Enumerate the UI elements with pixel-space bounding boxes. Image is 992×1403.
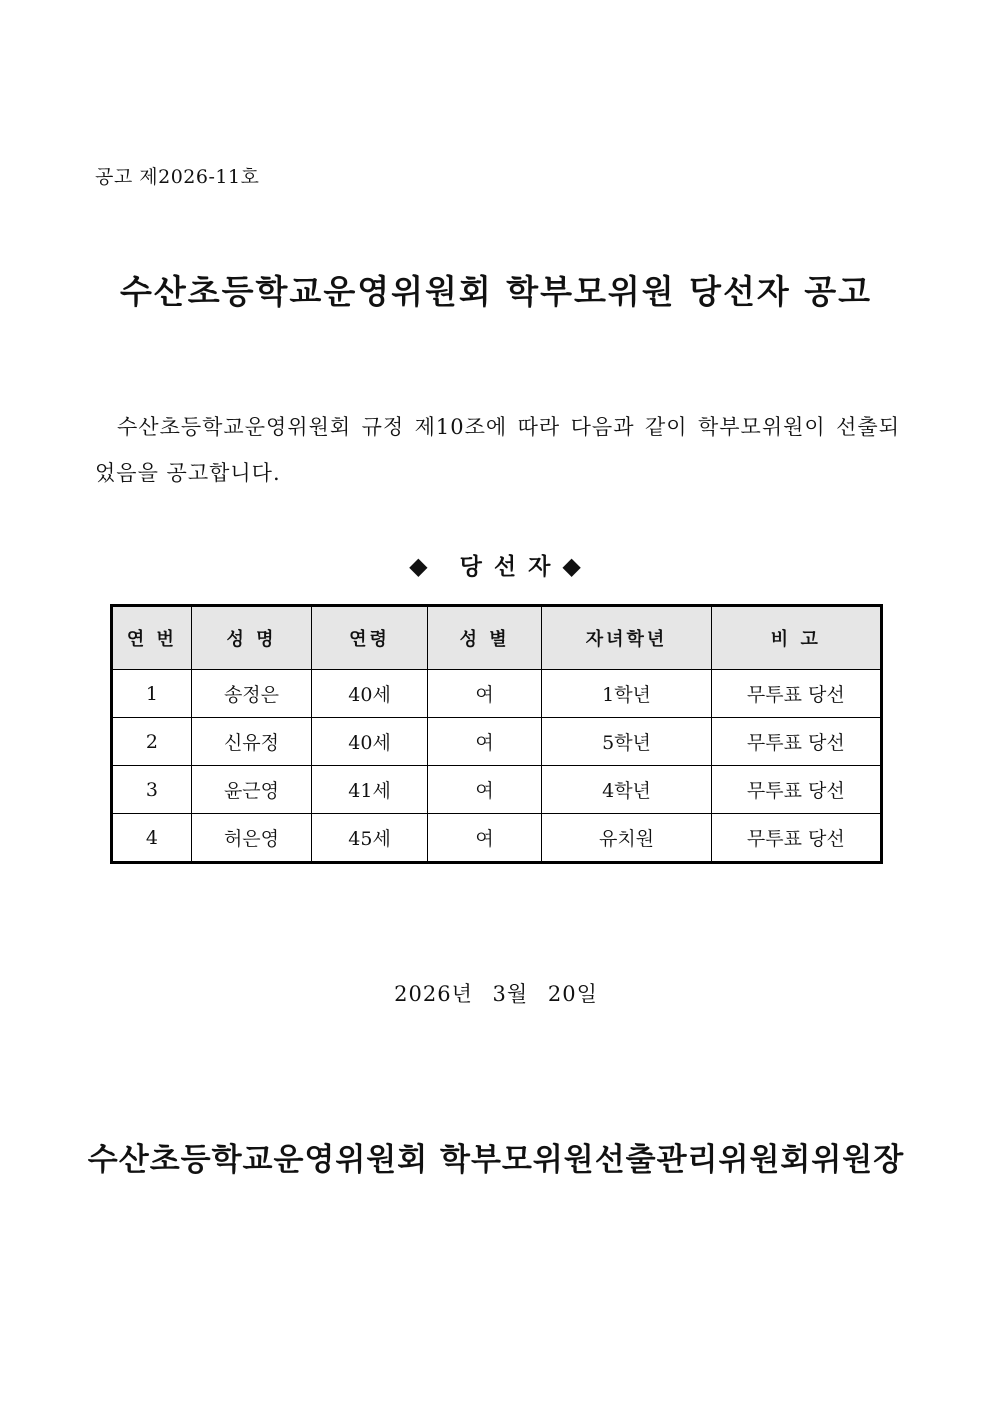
cell-child-grade: 1학년 [542, 670, 711, 718]
section-label: 당 선 자 [459, 553, 553, 580]
table-header-row [112, 606, 882, 670]
cell-gender: 여 [427, 766, 542, 814]
cell-remarks: 무투표 당선 [711, 718, 881, 766]
cell-age: 41세 [312, 766, 428, 814]
winners-table [110, 604, 883, 864]
cell-serial: 3 [112, 766, 192, 814]
diamond-icon: ◆ [409, 552, 430, 580]
announcement-date: 2026년 3월 20일 [394, 982, 598, 1006]
cell-child-grade: 5학년 [542, 718, 711, 766]
header-remarks: 비 고 [711, 606, 881, 670]
cell-serial: 4 [112, 814, 192, 863]
header-child-grade: 자녀학년 [542, 606, 711, 670]
cell-name: 신유정 [191, 718, 312, 766]
cell-age: 45세 [312, 814, 428, 863]
cell-name: 윤근영 [191, 766, 312, 814]
cell-gender: 여 [427, 814, 542, 863]
table-row [112, 670, 882, 718]
table-row [112, 814, 882, 863]
cell-name: 송정은 [191, 670, 312, 718]
cell-gender: 여 [427, 718, 542, 766]
cell-remarks: 무투표 당선 [711, 814, 881, 863]
diamond-icon: ◆ [562, 552, 583, 580]
cell-serial: 1 [112, 670, 192, 718]
section-heading [0, 548, 992, 581]
cell-child-grade: 4학년 [542, 766, 711, 814]
cell-age: 40세 [312, 718, 428, 766]
issuer-signature-line: 수산초등학교운영위원회 학부모위원선출관리위원회위원장 [87, 1142, 905, 1178]
header-name: 성 명 [191, 606, 312, 670]
notice-number: 공고 제2026-11호 [95, 166, 260, 188]
cell-remarks: 무투표 당선 [711, 766, 881, 814]
cell-age: 40세 [312, 670, 428, 718]
header-age: 연령 [312, 606, 428, 670]
table-row [112, 718, 882, 766]
cell-remarks: 무투표 당선 [711, 670, 881, 718]
cell-serial: 2 [112, 718, 192, 766]
page-title: 수산초등학교운영위원회 학부모위원 당선자 공고 [120, 272, 872, 311]
header-serial: 연 번 [112, 606, 192, 670]
header-gender: 성 별 [427, 606, 542, 670]
cell-gender: 여 [427, 670, 542, 718]
announcement-body: 수산초등학교운영위원회 규정 제10조에 따라 다음과 같이 학부모위원이 선출되었음을 공고합니다. [95, 415, 900, 485]
table-row [112, 766, 882, 814]
cell-child-grade: 유치원 [542, 814, 711, 863]
cell-name: 허은영 [191, 814, 312, 863]
